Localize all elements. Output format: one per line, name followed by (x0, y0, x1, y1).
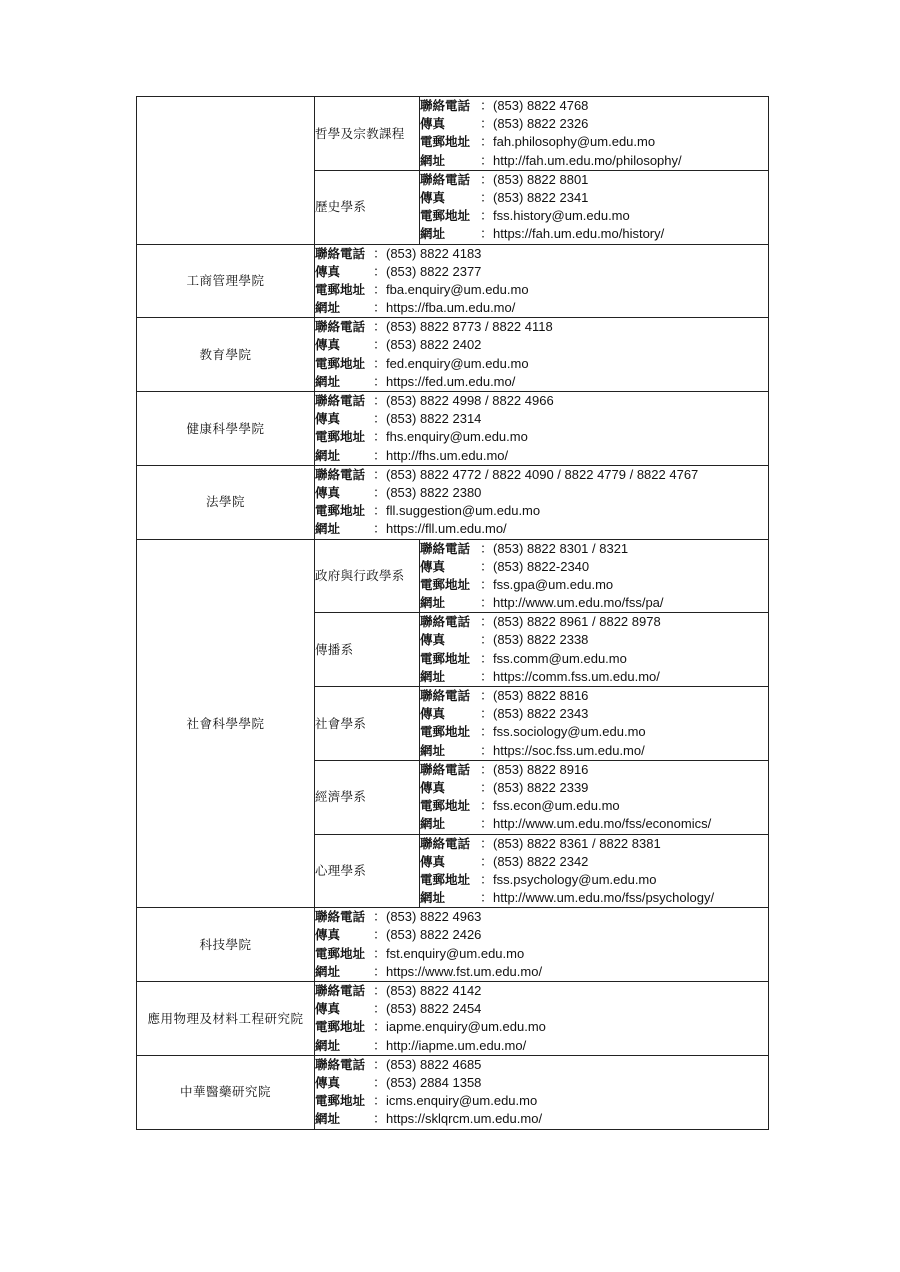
website-value[interactable]: ：http://www.um.edu.mo/fss/pa/ (480, 595, 664, 611)
email-label: 電郵地址 (420, 576, 471, 592)
website-value[interactable]: ：http://www.um.edu.mo/fss/psychology/ (480, 890, 715, 906)
contact-info (315, 1055, 769, 1129)
phone-label: 聯絡電話 (315, 245, 366, 261)
fax-line (420, 115, 768, 133)
email-line (315, 281, 768, 299)
directory-table (136, 96, 769, 1130)
phone-line (315, 318, 768, 336)
email-value[interactable]: ：fss.gpa@um.edu.mo (480, 576, 614, 592)
contact-info (315, 318, 769, 392)
email-value[interactable]: ：fed.enquiry@um.edu.mo (373, 355, 529, 371)
phone-line (315, 1056, 768, 1074)
phone-line (315, 908, 768, 926)
email-value[interactable]: ：fba.enquiry@um.edu.mo (373, 281, 529, 297)
phone-value: ：(853) 8822 8801 (480, 171, 589, 187)
fax-value: ：(853) 8822 2454 (373, 1001, 482, 1017)
email-line (420, 871, 768, 889)
fax-line (315, 1000, 768, 1018)
website-line (315, 447, 768, 465)
fax-line (420, 558, 768, 576)
phone-label: 聯絡電話 (315, 393, 366, 408)
email-line (420, 207, 768, 225)
fax-label: 傳真 (420, 632, 446, 648)
faculty-name: 健康科學學院 (137, 392, 315, 466)
phone-line (420, 613, 768, 631)
phone-value: ：(853) 8822 4998 / 8822 4966 (373, 393, 554, 408)
fax-value: ：(853) 8822 2338 (480, 632, 589, 648)
faculty-row (137, 244, 769, 318)
fax-line (420, 853, 768, 871)
contact-info (315, 908, 769, 982)
email-label: 電郵地址 (315, 503, 366, 519)
faculty-row (137, 982, 769, 1056)
email-line (315, 355, 768, 373)
fax-value: ：(853) 8822 2326 (480, 116, 589, 132)
email-value[interactable]: ：iapme.enquiry@um.edu.mo (373, 1019, 546, 1035)
website-label: 網址 (315, 1111, 341, 1127)
email-label: 電郵地址 (315, 1093, 366, 1109)
website-label: 網址 (420, 595, 446, 611)
email-label: 電郵地址 (315, 355, 366, 371)
fax-label: 傳真 (420, 706, 446, 722)
email-line (315, 428, 768, 446)
phone-label: 聯絡電話 (315, 319, 366, 335)
faculty-row (137, 1055, 769, 1129)
website-label: 網址 (315, 447, 341, 463)
email-value[interactable]: ：fst.enquiry@um.edu.mo (373, 945, 525, 961)
contact-info (315, 465, 769, 539)
website-value[interactable]: ：https://fll.um.edu.mo/ (373, 521, 507, 537)
phone-label: 聯絡電話 (420, 171, 471, 187)
fax-label: 傳真 (315, 1074, 341, 1090)
fax-value: ：(853) 8822 2380 (373, 484, 482, 500)
email-line (420, 133, 768, 151)
phone-value: ：(853) 8822 8816 (480, 688, 589, 703)
contact-info (420, 613, 769, 687)
department-name: 經濟學系 (315, 760, 420, 834)
department-row (137, 539, 769, 613)
email-line (315, 1018, 768, 1036)
fax-label: 傳真 (420, 189, 446, 205)
phone-value: ：(853) 8822 4142 (373, 983, 482, 998)
website-value[interactable]: ：http://fah.um.edu.mo/philosophy/ (480, 152, 682, 168)
phone-value: ：(853) 8822 8301 / 8321 (480, 540, 629, 556)
phone-label: 聯絡電話 (420, 688, 471, 703)
contact-info (420, 97, 769, 171)
website-value[interactable]: ：https://comm.fss.um.edu.mo/ (480, 668, 660, 684)
website-value[interactable]: ：https://sklqrcm.um.edu.mo/ (373, 1111, 543, 1127)
fax-value: ：(853) 8822 2402 (373, 337, 482, 353)
contact-info (420, 687, 769, 761)
contact-info (420, 760, 769, 834)
phone-value: ：(853) 8822 8916 (480, 761, 589, 777)
phone-line (420, 687, 768, 705)
email-label: 電郵地址 (420, 798, 471, 814)
contact-info (420, 834, 769, 908)
fax-value: ：(853) 8822-2340 (480, 558, 590, 574)
fax-line (420, 631, 768, 649)
faculty-name: 工商管理學院 (137, 244, 315, 318)
email-value[interactable]: ：fss.comm@um.edu.mo (480, 650, 627, 666)
faculty-row (137, 392, 769, 466)
website-label: 網址 (420, 668, 446, 684)
phone-value: ：(853) 8822 8773 / 8822 4118 (373, 319, 553, 335)
fax-label: 傳真 (315, 411, 341, 427)
fax-value: ：(853) 2884 1358 (373, 1074, 482, 1090)
website-line (315, 299, 768, 317)
email-label: 電郵地址 (420, 724, 471, 740)
faculty-name: 教育學院 (137, 318, 315, 392)
fax-label: 傳真 (420, 779, 446, 795)
website-label: 網址 (420, 226, 446, 242)
email-label: 電郵地址 (315, 281, 366, 297)
phone-line (315, 466, 768, 484)
phone-line (420, 761, 768, 779)
faculty-name: 法學院 (137, 465, 315, 539)
website-value[interactable]: ：http://www.um.edu.mo/fss/economics/ (480, 816, 712, 832)
fax-line (315, 926, 768, 944)
email-label: 電郵地址 (420, 208, 471, 224)
phone-label: 聯絡電話 (420, 761, 471, 777)
email-label: 電郵地址 (420, 871, 471, 887)
website-line (420, 152, 768, 170)
phone-label: 聯絡電話 (315, 1056, 366, 1072)
phone-value: ：(853) 8822 4183 (373, 245, 482, 261)
fax-label: 傳真 (315, 337, 341, 353)
email-label: 電郵地址 (315, 945, 366, 961)
contact-info (420, 539, 769, 613)
fax-value: ：(853) 8822 2426 (373, 927, 482, 943)
faculty-name: 應用物理及材料工程研究院 (137, 982, 315, 1056)
website-label: 網址 (420, 742, 446, 758)
fax-label: 傳真 (315, 1001, 341, 1017)
phone-value: ：(853) 8822 4963 (373, 909, 482, 925)
website-line (315, 373, 768, 391)
phone-label: 聯絡電話 (420, 540, 471, 556)
email-label: 電郵地址 (420, 650, 471, 666)
website-label: 網址 (420, 816, 446, 832)
department-name: 政府與行政學系 (315, 539, 420, 613)
website-label: 網址 (315, 963, 341, 979)
faculty-name: 科技學院 (137, 908, 315, 982)
phone-line (420, 540, 768, 558)
website-line (420, 668, 768, 686)
website-value[interactable]: ：https://www.fst.um.edu.mo/ (373, 963, 543, 979)
fax-line (315, 263, 768, 281)
website-line (420, 889, 768, 907)
fax-value: ：(853) 8822 2341 (480, 189, 589, 205)
department-name: 心理學系 (315, 834, 420, 908)
department-name: 傳播系 (315, 613, 420, 687)
faculty-name: 中華醫藥研究院 (137, 1055, 315, 1129)
website-value[interactable]: ：https://fed.um.edu.mo/ (373, 373, 516, 389)
faculty-row (137, 318, 769, 392)
phone-label: 聯絡電話 (420, 98, 471, 113)
fax-value: ：(853) 8822 2339 (480, 779, 589, 795)
contact-directory (136, 96, 768, 1130)
email-line (420, 576, 768, 594)
email-label: 電郵地址 (315, 429, 366, 445)
fax-value: ：(853) 8822 2377 (373, 263, 482, 279)
website-line (420, 225, 768, 243)
email-line (315, 502, 768, 520)
phone-label: 聯絡電話 (315, 466, 366, 482)
phone-value: ：(853) 8822 4685 (373, 1056, 482, 1072)
contact-info (315, 982, 769, 1056)
department-name: 社會學系 (315, 687, 420, 761)
fax-label: 傳真 (315, 263, 341, 279)
fax-line (315, 410, 768, 428)
phone-line (315, 245, 768, 263)
fax-label: 傳真 (315, 927, 341, 943)
fax-line (420, 779, 768, 797)
website-line (420, 742, 768, 760)
email-line (420, 723, 768, 741)
fax-label: 傳真 (420, 558, 446, 574)
phone-value: ：(853) 8822 8961 / 8822 8978 (480, 614, 661, 630)
fax-line (315, 336, 768, 354)
contact-info (315, 392, 769, 466)
website-label: 網址 (315, 373, 341, 389)
directory-body (137, 97, 769, 1130)
website-label: 網址 (315, 521, 341, 537)
website-line (315, 963, 768, 981)
website-label: 網址 (420, 890, 446, 906)
faculty-name (137, 97, 315, 245)
fax-line (315, 1074, 768, 1092)
website-line (420, 815, 768, 833)
phone-value: ：(853) 8822 4768 (480, 98, 589, 113)
email-label: 電郵地址 (315, 1019, 366, 1035)
website-label: 網址 (420, 152, 446, 168)
phone-label: 聯絡電話 (315, 909, 366, 925)
email-value[interactable]: ：fss.psychology@um.edu.mo (480, 871, 657, 887)
website-value[interactable]: ：http://iapme.um.edu.mo/ (373, 1037, 527, 1053)
email-value[interactable]: ：fah.philosophy@um.edu.mo (480, 134, 656, 150)
website-label: 網址 (315, 300, 341, 316)
fax-line (315, 484, 768, 502)
email-value[interactable]: ：fss.history@um.edu.mo (480, 208, 630, 224)
website-value[interactable]: ：https://soc.fss.um.edu.mo/ (480, 742, 645, 758)
fax-value: ：(853) 8822 2342 (480, 853, 589, 869)
website-line (315, 520, 768, 538)
website-value[interactable]: ：http://fhs.um.edu.mo/ (373, 447, 509, 463)
phone-label: 聯絡電話 (315, 983, 366, 998)
email-value[interactable]: ：fhs.enquiry@um.edu.mo (373, 429, 528, 445)
website-value[interactable]: ：https://fba.um.edu.mo/ (373, 300, 516, 316)
website-line (315, 1037, 768, 1055)
department-row (137, 97, 769, 171)
email-value[interactable]: ：fss.sociology@um.edu.mo (480, 724, 646, 740)
email-value[interactable]: ：icms.enquiry@um.edu.mo (373, 1093, 538, 1109)
email-line (315, 945, 768, 963)
faculty-row (137, 465, 769, 539)
phone-line (315, 392, 768, 410)
website-line (315, 1110, 768, 1128)
email-line (420, 650, 768, 668)
website-line (420, 594, 768, 612)
email-value[interactable]: ：fss.econ@um.edu.mo (480, 798, 620, 814)
email-value[interactable]: ：fll.suggestion@um.edu.mo (373, 503, 541, 519)
department-name: 哲學及宗教課程 (315, 97, 420, 171)
fax-line (420, 705, 768, 723)
fax-label: 傳真 (420, 116, 446, 132)
fax-label: 傳真 (420, 853, 446, 869)
fax-line (420, 189, 768, 207)
email-label: 電郵地址 (420, 134, 471, 150)
email-line (420, 797, 768, 815)
fax-label: 傳真 (315, 484, 341, 500)
phone-value: ：(853) 8822 8361 / 8822 8381 (480, 835, 661, 851)
phone-line (420, 97, 768, 115)
phone-line (315, 982, 768, 1000)
phone-label: 聯絡電話 (420, 614, 471, 630)
phone-label: 聯絡電話 (420, 835, 471, 851)
contact-info (420, 170, 769, 244)
faculty-name: 社會科學學院 (137, 539, 315, 908)
fax-value: ：(853) 8822 2314 (373, 411, 482, 427)
website-label: 網址 (315, 1037, 341, 1053)
website-value[interactable]: ：https://fah.um.edu.mo/history/ (480, 226, 665, 242)
phone-line (420, 171, 768, 189)
fax-value: ：(853) 8822 2343 (480, 706, 589, 722)
department-name: 歷史學系 (315, 170, 420, 244)
email-line (315, 1092, 768, 1110)
faculty-row (137, 908, 769, 982)
phone-value: ：(853) 8822 4772 / 8822 4090 / 8822 4779 / 8822 4767 (373, 466, 699, 482)
contact-info (315, 244, 769, 318)
phone-line (420, 835, 768, 853)
